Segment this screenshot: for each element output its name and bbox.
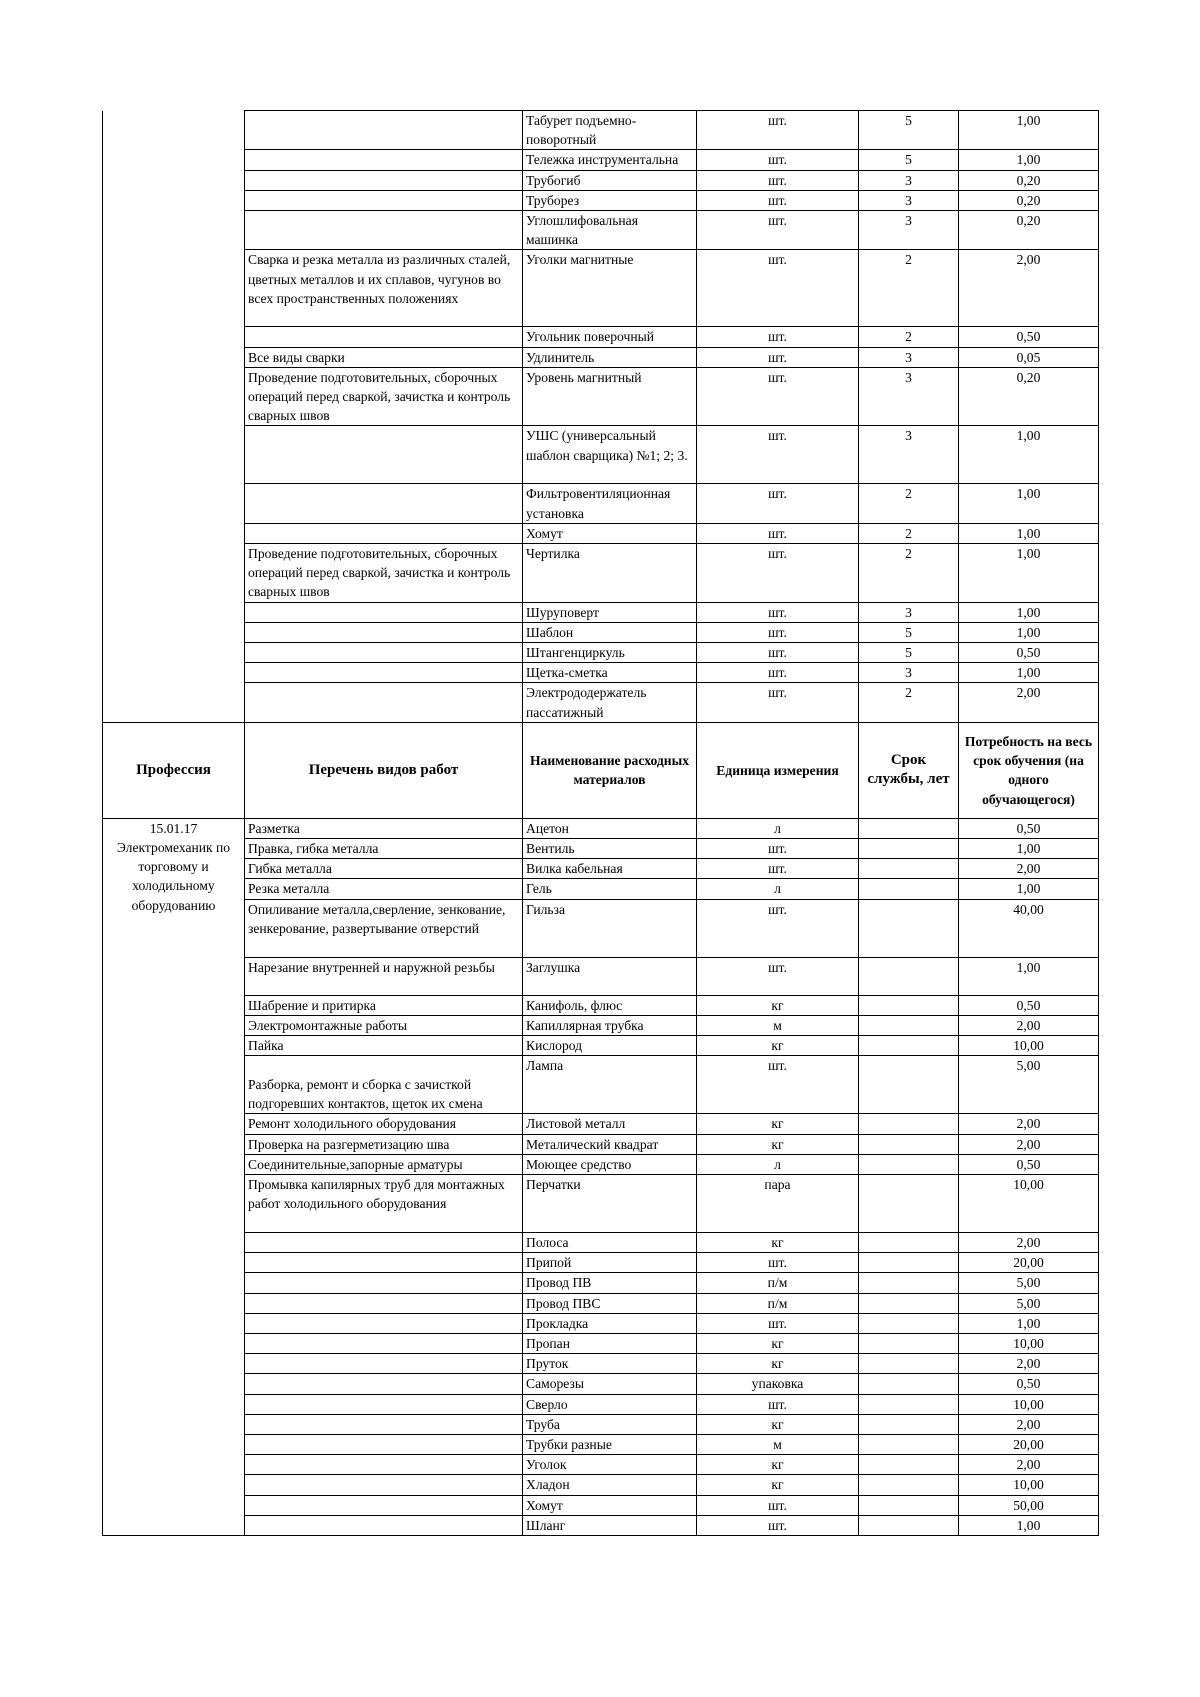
- need-cell: 2,00: [959, 683, 1099, 722]
- header-profession: Профессия: [103, 722, 245, 818]
- work-type-cell: [245, 1313, 523, 1333]
- work-type-cell: Гибка металла: [245, 859, 523, 879]
- table-row: [103, 327, 1099, 347]
- unit-cell: м: [697, 1434, 859, 1454]
- profession-cell-empty: [103, 111, 245, 723]
- table-row: [103, 899, 1099, 957]
- material-name-cell: Тележка инструментальна: [523, 150, 697, 170]
- unit-cell: кг: [697, 1354, 859, 1374]
- table-row: [103, 1434, 1099, 1454]
- header-materials: Наименование расходных материалов: [523, 722, 697, 818]
- unit-cell: шт.: [697, 190, 859, 210]
- need-cell: 2,00: [959, 1134, 1099, 1154]
- work-type-cell: [245, 111, 523, 150]
- unit-cell: шт.: [697, 150, 859, 170]
- work-type-cell: [245, 643, 523, 663]
- need-cell: 1,00: [959, 111, 1099, 150]
- need-cell: 1,00: [959, 879, 1099, 899]
- work-type-cell: [245, 1374, 523, 1394]
- material-name-cell: Припой: [523, 1253, 697, 1273]
- unit-cell: кг: [697, 1475, 859, 1495]
- work-type-cell: [245, 426, 523, 484]
- need-cell: 2,00: [959, 1414, 1099, 1434]
- table-row: [103, 426, 1099, 484]
- table-row: [103, 523, 1099, 543]
- material-name-cell: УШС (универсальный шаблон сварщика) №1; 2; 3.: [523, 426, 697, 484]
- service-life-cell: 2: [859, 523, 959, 543]
- service-life-cell: [859, 1414, 959, 1434]
- table-row: [103, 622, 1099, 642]
- work-type-cell: [245, 1232, 523, 1252]
- need-cell: 2,00: [959, 250, 1099, 327]
- material-name-cell: Шаблон: [523, 622, 697, 642]
- work-type-cell: [245, 327, 523, 347]
- material-name-cell: Уголок: [523, 1455, 697, 1475]
- unit-cell: шт.: [697, 426, 859, 484]
- service-life-cell: [859, 957, 959, 995]
- unit-cell: кг: [697, 1114, 859, 1134]
- need-cell: 2,00: [959, 1232, 1099, 1252]
- service-life-cell: [859, 1154, 959, 1174]
- unit-cell: шт.: [697, 1394, 859, 1414]
- unit-cell: шт.: [697, 484, 859, 523]
- unit-cell: шт.: [697, 859, 859, 879]
- unit-cell: кг: [697, 995, 859, 1015]
- material-name-cell: Удлинитель: [523, 347, 697, 367]
- work-type-cell: [245, 1394, 523, 1414]
- work-type-cell: [245, 170, 523, 190]
- unit-cell: п/м: [697, 1273, 859, 1293]
- unit-cell: л: [697, 818, 859, 838]
- unit-cell: шт.: [697, 1515, 859, 1535]
- need-cell: 5,00: [959, 1056, 1099, 1114]
- unit-cell: упаковка: [697, 1374, 859, 1394]
- material-name-cell: Уголки магнитные: [523, 250, 697, 327]
- unit-cell: шт.: [697, 523, 859, 543]
- need-cell: 1,00: [959, 663, 1099, 683]
- service-life-cell: [859, 899, 959, 957]
- need-cell: 20,00: [959, 1253, 1099, 1273]
- materials-table: [102, 110, 1099, 1536]
- need-cell: 2,00: [959, 859, 1099, 879]
- material-name-cell: Табурет подъемно-поворотный: [523, 111, 697, 150]
- service-life-cell: [859, 1475, 959, 1495]
- work-type-cell: [245, 150, 523, 170]
- work-type-cell: Соединительные,запорные арматуры: [245, 1154, 523, 1174]
- unit-cell: шт.: [697, 839, 859, 859]
- need-cell: 1,00: [959, 1515, 1099, 1535]
- service-life-cell: 5: [859, 643, 959, 663]
- work-type-cell: [245, 1354, 523, 1374]
- need-cell: 1,00: [959, 602, 1099, 622]
- work-type-cell: Правка, гибка металла: [245, 839, 523, 859]
- table-section-consumables: [103, 818, 1099, 1535]
- service-life-cell: 5: [859, 150, 959, 170]
- unit-cell: шт.: [697, 544, 859, 603]
- table-row: [103, 879, 1099, 899]
- work-type-cell: [245, 211, 523, 250]
- work-type-cell: [245, 1475, 523, 1495]
- table-row: [103, 1273, 1099, 1293]
- need-cell: 0,50: [959, 1154, 1099, 1174]
- work-type-cell: [245, 484, 523, 523]
- unit-cell: шт.: [697, 899, 859, 957]
- material-name-cell: Ацетон: [523, 818, 697, 838]
- work-type-cell: [245, 190, 523, 210]
- material-name-cell: Моющее средство: [523, 1154, 697, 1174]
- need-cell: 1,00: [959, 839, 1099, 859]
- material-name-cell: Штангенциркуль: [523, 643, 697, 663]
- table-row: [103, 859, 1099, 879]
- header-need: Потребность на весь срок обучения (на одного обучающегося): [959, 722, 1099, 818]
- need-cell: 0,50: [959, 643, 1099, 663]
- table-section-equipment: [103, 111, 1099, 723]
- table-row: [103, 1232, 1099, 1252]
- material-name-cell: Гель: [523, 879, 697, 899]
- material-name-cell: Кислород: [523, 1036, 697, 1056]
- service-life-cell: 3: [859, 211, 959, 250]
- unit-cell: л: [697, 1154, 859, 1174]
- material-name-cell: Шланг: [523, 1515, 697, 1535]
- table-row: [103, 1056, 1099, 1114]
- work-type-cell: Нарезание внутренней и наружной резьбы: [245, 957, 523, 995]
- table-row: [103, 1015, 1099, 1035]
- need-cell: 1,00: [959, 150, 1099, 170]
- work-type-cell: Разборка, ремонт и сборка с зачисткой подгоревших контактов, щеток их смена: [245, 1056, 523, 1114]
- material-name-cell: Пропан: [523, 1333, 697, 1353]
- work-type-cell: [245, 1414, 523, 1434]
- unit-cell: шт.: [697, 327, 859, 347]
- service-life-cell: 5: [859, 622, 959, 642]
- work-type-cell: Проверка на разгерметизацию шва: [245, 1134, 523, 1154]
- table-row: [103, 643, 1099, 663]
- work-type-cell: Проведение подготовительных, сборочных операций перед сваркой, зачистка и контроль сварных швов: [245, 367, 523, 426]
- material-name-cell: Хомут: [523, 523, 697, 543]
- material-name-cell: Лампа: [523, 1056, 697, 1114]
- material-name-cell: Фильтровентиляционная установка: [523, 484, 697, 523]
- service-life-cell: [859, 1333, 959, 1353]
- unit-cell: шт.: [697, 1495, 859, 1515]
- table-row: [103, 1515, 1099, 1535]
- table-row: [103, 683, 1099, 722]
- material-name-cell: Прокладка: [523, 1313, 697, 1333]
- material-name-cell: Уровень магнитный: [523, 367, 697, 426]
- work-type-cell: [245, 1293, 523, 1313]
- need-cell: 0,50: [959, 995, 1099, 1015]
- need-cell: 1,00: [959, 484, 1099, 523]
- material-name-cell: Углошлифовальная машинка: [523, 211, 697, 250]
- need-cell: 0,20: [959, 211, 1099, 250]
- service-life-cell: [859, 1273, 959, 1293]
- service-life-cell: 3: [859, 190, 959, 210]
- need-cell: 1,00: [959, 622, 1099, 642]
- service-life-cell: [859, 1354, 959, 1374]
- material-name-cell: Металический квадрат: [523, 1134, 697, 1154]
- service-life-cell: 2: [859, 484, 959, 523]
- work-type-cell: [245, 663, 523, 683]
- material-name-cell: Шуруповерт: [523, 602, 697, 622]
- material-name-cell: Листовой металл: [523, 1114, 697, 1134]
- need-cell: 0,20: [959, 170, 1099, 190]
- work-type-cell: [245, 1434, 523, 1454]
- material-name-cell: Заглушка: [523, 957, 697, 995]
- need-cell: 2,00: [959, 1114, 1099, 1134]
- need-cell: 1,00: [959, 957, 1099, 995]
- service-life-cell: 2: [859, 250, 959, 327]
- table-row: [103, 1333, 1099, 1353]
- service-life-cell: 2: [859, 544, 959, 603]
- unit-cell: шт.: [697, 957, 859, 995]
- need-cell: 0,05: [959, 347, 1099, 367]
- service-life-cell: [859, 1134, 959, 1154]
- service-life-cell: [859, 1455, 959, 1475]
- unit-cell: шт.: [697, 367, 859, 426]
- service-life-cell: [859, 818, 959, 838]
- table-row: [103, 663, 1099, 683]
- need-cell: 10,00: [959, 1333, 1099, 1353]
- unit-cell: кг: [697, 1036, 859, 1056]
- need-cell: 10,00: [959, 1174, 1099, 1232]
- unit-cell: шт.: [697, 250, 859, 327]
- service-life-cell: [859, 1174, 959, 1232]
- material-name-cell: Канифоль, флюс: [523, 995, 697, 1015]
- need-cell: 10,00: [959, 1036, 1099, 1056]
- service-life-cell: [859, 1056, 959, 1114]
- service-life-cell: [859, 1313, 959, 1333]
- material-name-cell: Саморезы: [523, 1374, 697, 1394]
- need-cell: 5,00: [959, 1273, 1099, 1293]
- profession-name-cell: 15.01.17 Электромеханик по торговому и холодильному оборудованию: [103, 818, 245, 1535]
- work-type-cell: [245, 1273, 523, 1293]
- unit-cell: м: [697, 1015, 859, 1035]
- table-row: [103, 818, 1099, 838]
- service-life-cell: [859, 1015, 959, 1035]
- table-row: [103, 250, 1099, 327]
- table-row: [103, 347, 1099, 367]
- table-header: [103, 722, 1099, 818]
- material-name-cell: Хладон: [523, 1475, 697, 1495]
- need-cell: 40,00: [959, 899, 1099, 957]
- service-life-cell: [859, 1374, 959, 1394]
- service-life-cell: 3: [859, 170, 959, 190]
- material-name-cell: Гильза: [523, 899, 697, 957]
- unit-cell: шт.: [697, 211, 859, 250]
- work-type-cell: [245, 1253, 523, 1273]
- need-cell: 1,00: [959, 523, 1099, 543]
- table-row: [103, 1036, 1099, 1056]
- material-name-cell: Электрододержатель пассатижный: [523, 683, 697, 722]
- table-row: [103, 1414, 1099, 1434]
- table-row: [103, 190, 1099, 210]
- unit-cell: кг: [697, 1414, 859, 1434]
- table-row: [103, 1174, 1099, 1232]
- table-row: [103, 957, 1099, 995]
- need-cell: 0,50: [959, 1374, 1099, 1394]
- need-cell: 20,00: [959, 1434, 1099, 1454]
- unit-cell: шт.: [697, 111, 859, 150]
- unit-cell: л: [697, 879, 859, 899]
- need-cell: 2,00: [959, 1015, 1099, 1035]
- material-name-cell: Чертилка: [523, 544, 697, 603]
- table-row: [103, 1134, 1099, 1154]
- table-row: [103, 150, 1099, 170]
- material-name-cell: Трубогиб: [523, 170, 697, 190]
- work-type-cell: Пайка: [245, 1036, 523, 1056]
- need-cell: 0,50: [959, 327, 1099, 347]
- service-life-cell: [859, 1253, 959, 1273]
- material-name-cell: Угольник поверочный: [523, 327, 697, 347]
- material-name-cell: Пруток: [523, 1354, 697, 1374]
- material-name-cell: Капиллярная трубка: [523, 1015, 697, 1035]
- service-life-cell: 5: [859, 111, 959, 150]
- work-type-cell: [245, 1455, 523, 1475]
- work-type-cell: Сварка и резка металла из различных сталей, цветных металлов и их сплавов, чугунов во всех пространственных положениях: [245, 250, 523, 327]
- table-row: [103, 1394, 1099, 1414]
- need-cell: 0,20: [959, 367, 1099, 426]
- unit-cell: шт.: [697, 1253, 859, 1273]
- unit-cell: кг: [697, 1134, 859, 1154]
- need-cell: 1,00: [959, 426, 1099, 484]
- work-type-cell: Проведение подготовительных, сборочных операций перед сваркой, зачистка и контроль сварных швов: [245, 544, 523, 603]
- unit-cell: кг: [697, 1455, 859, 1475]
- service-life-cell: [859, 1394, 959, 1414]
- need-cell: 50,00: [959, 1495, 1099, 1515]
- header-work-list: Перечень видов работ: [245, 722, 523, 818]
- table-row: [103, 1455, 1099, 1475]
- table-row: [103, 839, 1099, 859]
- service-life-cell: 3: [859, 347, 959, 367]
- unit-cell: шт.: [697, 1313, 859, 1333]
- table-row: [103, 1154, 1099, 1174]
- work-type-cell: [245, 523, 523, 543]
- material-name-cell: Сверло: [523, 1394, 697, 1414]
- unit-cell: шт.: [697, 643, 859, 663]
- material-name-cell: Щетка-сметка: [523, 663, 697, 683]
- header-service-life: Срок службы, лет: [859, 722, 959, 818]
- unit-cell: кг: [697, 1333, 859, 1353]
- work-type-cell: [245, 683, 523, 722]
- need-cell: 1,00: [959, 1313, 1099, 1333]
- header-row: [103, 722, 1099, 818]
- work-type-cell: Электромонтажные работы: [245, 1015, 523, 1035]
- need-cell: 2,00: [959, 1354, 1099, 1374]
- need-cell: 10,00: [959, 1475, 1099, 1495]
- service-life-cell: 2: [859, 327, 959, 347]
- material-name-cell: Вентиль: [523, 839, 697, 859]
- service-life-cell: 2: [859, 683, 959, 722]
- need-cell: 1,00: [959, 544, 1099, 603]
- need-cell: 5,00: [959, 1293, 1099, 1313]
- header-unit: Единица измерения: [697, 722, 859, 818]
- table-row: [103, 1354, 1099, 1374]
- work-type-cell: Промывка капилярных труб для монтажных работ холодильного оборудования: [245, 1174, 523, 1232]
- service-life-cell: 3: [859, 602, 959, 622]
- unit-cell: шт.: [697, 683, 859, 722]
- need-cell: 0,20: [959, 190, 1099, 210]
- work-type-cell: [245, 1495, 523, 1515]
- service-life-cell: [859, 1232, 959, 1252]
- table-row: [103, 1313, 1099, 1333]
- work-type-cell: Все виды сварки: [245, 347, 523, 367]
- unit-cell: п/м: [697, 1293, 859, 1313]
- service-life-cell: [859, 1515, 959, 1535]
- table-row: [103, 544, 1099, 603]
- work-type-cell: Шабрение и притирка: [245, 995, 523, 1015]
- table-row: [103, 1475, 1099, 1495]
- work-type-cell: Ремонт холодильного оборудования: [245, 1114, 523, 1134]
- table-row: [103, 111, 1099, 150]
- unit-cell: шт.: [697, 663, 859, 683]
- service-life-cell: 3: [859, 367, 959, 426]
- material-name-cell: Полоса: [523, 1232, 697, 1252]
- work-type-cell: Разметка: [245, 818, 523, 838]
- material-name-cell: Провод ПВС: [523, 1293, 697, 1313]
- service-life-cell: [859, 1434, 959, 1454]
- table-row: [103, 211, 1099, 250]
- unit-cell: пара: [697, 1174, 859, 1232]
- material-name-cell: Труба: [523, 1414, 697, 1434]
- service-life-cell: [859, 995, 959, 1015]
- table-row: [103, 1495, 1099, 1515]
- need-cell: 0,50: [959, 818, 1099, 838]
- table-row: [103, 170, 1099, 190]
- service-life-cell: [859, 859, 959, 879]
- need-cell: 2,00: [959, 1455, 1099, 1475]
- unit-cell: шт.: [697, 347, 859, 367]
- service-life-cell: [859, 1293, 959, 1313]
- unit-cell: шт.: [697, 1056, 859, 1114]
- table-row: [103, 367, 1099, 426]
- material-name-cell: Провод ПВ: [523, 1273, 697, 1293]
- need-cell: 10,00: [959, 1394, 1099, 1414]
- unit-cell: кг: [697, 1232, 859, 1252]
- service-life-cell: [859, 1114, 959, 1134]
- unit-cell: шт.: [697, 622, 859, 642]
- table-row: [103, 995, 1099, 1015]
- unit-cell: шт.: [697, 170, 859, 190]
- material-name-cell: Трубки разные: [523, 1434, 697, 1454]
- work-type-cell: [245, 1515, 523, 1535]
- material-name-cell: Труборез: [523, 190, 697, 210]
- table-row: [103, 602, 1099, 622]
- work-type-cell: [245, 622, 523, 642]
- service-life-cell: 3: [859, 663, 959, 683]
- work-type-cell: [245, 602, 523, 622]
- work-type-cell: Опиливание металла,сверление, зенкование, зенкерование, развертывание отверстий: [245, 899, 523, 957]
- table-row: [103, 1253, 1099, 1273]
- service-life-cell: [859, 839, 959, 859]
- service-life-cell: [859, 879, 959, 899]
- table-row: [103, 1114, 1099, 1134]
- service-life-cell: 3: [859, 426, 959, 484]
- material-name-cell: Хомут: [523, 1495, 697, 1515]
- work-type-cell: [245, 1333, 523, 1353]
- service-life-cell: [859, 1495, 959, 1515]
- service-life-cell: [859, 1036, 959, 1056]
- material-name-cell: Вилка кабельная: [523, 859, 697, 879]
- unit-cell: шт.: [697, 602, 859, 622]
- material-name-cell: Перчатки: [523, 1174, 697, 1232]
- table-row: [103, 1293, 1099, 1313]
- table-row: [103, 1374, 1099, 1394]
- table-row: [103, 484, 1099, 523]
- work-type-cell: Резка металла: [245, 879, 523, 899]
